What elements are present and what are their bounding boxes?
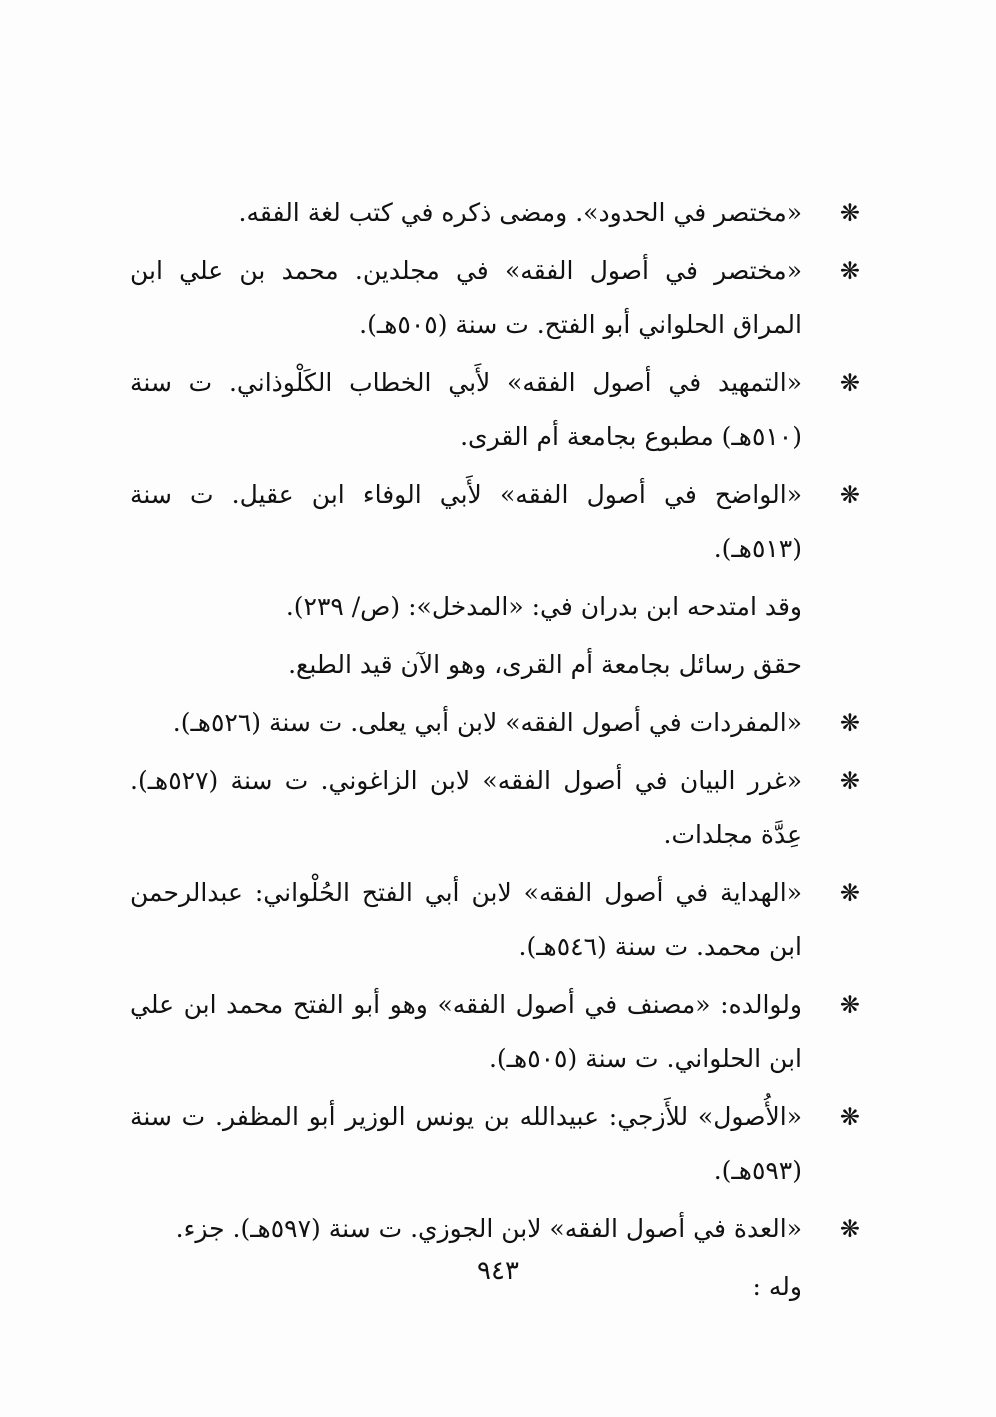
asterisk-bullet-icon: ❋	[839, 991, 860, 1019]
note-walahu: وله :	[752, 1272, 802, 1301]
entry-mukhtasar-usul	[130, 244, 860, 352]
entry-walidih	[130, 978, 860, 1086]
entry-text: «العدة في أصول الفقه» لابن الجوزي. ت سنة (٥٩٧هـ). جزء.	[175, 1214, 802, 1243]
asterisk-bullet-icon: ❋	[839, 879, 860, 907]
entry-text: «المفردات في أصول الفقه» لابن أبي يعلى. ت سنة (٥٢٦هـ).	[172, 708, 802, 737]
note-ibn-badran: وقد امتدحه ابن بدران في: «المدخل»: (ص/ ٢٣٩).	[285, 592, 802, 621]
note-umm-alqura: حقق رسائل بجامعة أم القرى، وهو الآن قيد الطبع.	[288, 650, 802, 679]
entry-text: «مختصر في أصول الفقه» في مجلدين. محمد بن علي ابن المراق الحلواني أبو الفتح. ت سنة (٥٠٥هـ).	[130, 256, 802, 339]
asterisk-bullet-icon: ❋	[839, 481, 860, 509]
asterisk-bullet-icon: ❋	[839, 1215, 860, 1243]
entry-ghurar-albayan	[130, 754, 860, 862]
asterisk-bullet-icon: ❋	[839, 1103, 860, 1131]
entry-mukhtasar-hudud	[130, 186, 860, 240]
entry-udda-ibn-aljawzi	[130, 1202, 860, 1256]
page-body	[130, 186, 860, 1318]
asterisk-bullet-icon: ❋	[839, 767, 860, 795]
entry-text: «الواضح في أصول الفقه» لأَبي الوفاء ابن عقيل. ت سنة (٥١٣هـ).	[130, 480, 802, 563]
asterisk-bullet-icon: ❋	[839, 369, 860, 397]
entry-text: «الهداية في أصول الفقه» لابن أبي الفتح الحُلْواني: عبدالرحمن ابن محمد. ت سنة (٥٤٦هـ).	[130, 878, 802, 961]
entry-text: ولوالده: «مصنف في أصول الفقه» وهو أبو الفتح محمد ابن علي ابن الحلواني. ت سنة (٥٠٥هـ).	[130, 990, 802, 1073]
asterisk-bullet-icon: ❋	[839, 709, 860, 737]
entry-tamhid	[130, 356, 860, 464]
asterisk-bullet-icon: ❋	[839, 257, 860, 285]
asterisk-bullet-icon: ❋	[839, 199, 860, 227]
entry-mufradat	[130, 696, 860, 750]
entry-usul-azaji	[130, 1090, 860, 1198]
page-number: ٩٤٣	[477, 1256, 519, 1286]
entry-text: «مختصر في الحدود». ومضى ذكره في كتب لغة الفقه.	[238, 198, 802, 227]
entry-text: «التمهيد في أصول الفقه» لأَبي الخطاب الكَلْوذاني. ت سنة (٥١٠هـ) مطبوع بجامعة أم القرى.	[130, 368, 802, 451]
entry-text: «غرر البيان في أصول الفقه» لابن الزاغوني. ت سنة (٥٢٧هـ). عِدَّة مجلدات.	[130, 766, 802, 849]
entry-text: «الأُصول» للأَزجي: عبيدالله بن يونس الوزير أبو المظفر. ت سنة (٥٩٣هـ).	[130, 1102, 802, 1185]
entry-wadih	[130, 468, 860, 576]
entry-hidaya	[130, 866, 860, 974]
